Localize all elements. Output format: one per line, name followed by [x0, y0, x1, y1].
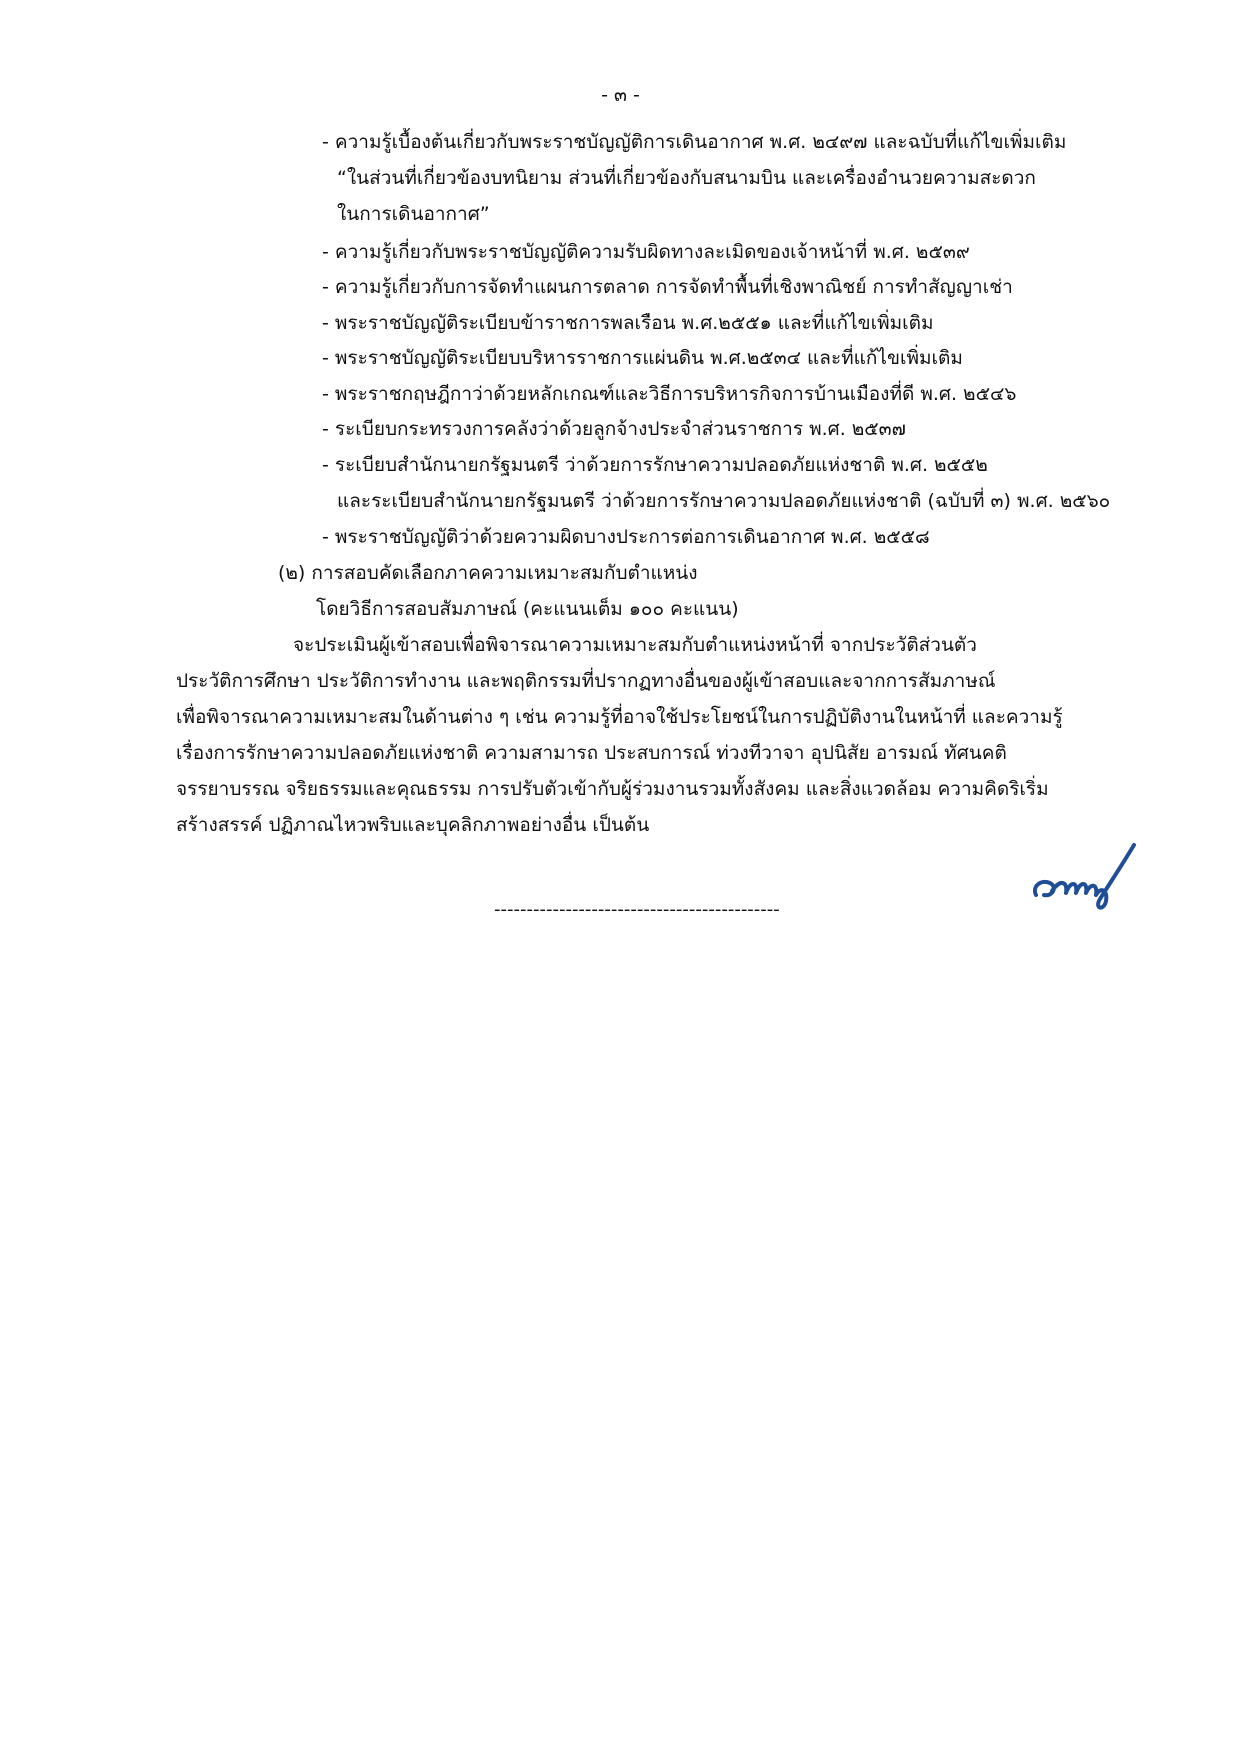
paragraph-line: จรรยาบรรณ จริยธรรมและคุณธรรม การปรับตัวเข้ากับผู้ร่วมงานรวมทั้งสังคม และสิ่งแวดล้อม ความคิดริเริ่ม: [176, 778, 1049, 800]
paragraph-line: เรื่องการรักษาความปลอดภัยแห่งชาติ ความสามารถ ประสบการณ์ ท่วงทีวาจา อุปนิสัย อารมณ์ ทัศนคติ: [176, 742, 1007, 764]
bullet-item-line: - พระราชกฤษฎีกาว่าด้วยหลักเกณฑ์และวิธีการบริหารกิจการบ้านเมืองที่ดี พ.ศ. ๒๕๔๖: [322, 383, 1017, 405]
section-method: โดยวิธีการสอบสัมภาษณ์ (คะแนนเต็ม ๑๐๐ คะแนน): [316, 598, 739, 620]
page-number: - ๓ -: [601, 84, 640, 106]
handwritten-signature-icon: [1030, 835, 1150, 925]
bullet-item-line: - ความรู้เกี่ยวกับพระราชบัญญัติความรับผิดทางละเมิดของเจ้าหน้าที่ พ.ศ. ๒๕๓๙: [322, 241, 970, 263]
bullet-item-line: - ความรู้เกี่ยวกับการจัดทำแผนการตลาด การจัดทำพื้นที่เชิงพาณิชย์ การทำสัญญาเช่า: [322, 276, 1013, 298]
bullet-item-line: - ความรู้เบื้องต้นเกี่ยวกับพระราชบัญญัติการเดินอากาศ พ.ศ. ๒๔๙๗ และฉบับที่แก้ไขเพิ่มเติม: [322, 131, 1067, 153]
paragraph-line: สร้างสรรค์ ปฏิภาณไหวพริบและบุคลิกภาพอย่างอื่น เป็นต้น: [176, 814, 650, 836]
section-heading: (๒) การสอบคัดเลือกภาคความเหมาะสมกับตำแหน่ง: [278, 562, 698, 584]
bullet-item-continuation: ในการเดินอากาศ”: [337, 203, 490, 225]
bullet-item-line: - ระเบียบสำนักนายกรัฐมนตรี ว่าด้วยการรักษาความปลอดภัยแห่งชาติ พ.ศ. ๒๕๕๒: [322, 454, 988, 476]
end-divider: --------------------------------------------: [494, 899, 780, 920]
bullet-item-line: - พระราชบัญญัติว่าด้วยความผิดบางประการต่อการเดินอากาศ พ.ศ. ๒๕๕๘: [322, 526, 930, 548]
bullet-item-continuation: “ในส่วนที่เกี่ยวข้องบทนิยาม ส่วนที่เกี่ยวข้องกับสนามบิน และเครื่องอำนวยความสะดวก: [337, 167, 1036, 189]
paragraph-line: ประวัติการศึกษา ประวัติการทำงาน และพฤติกรรมที่ปรากฏทางอื่นของผู้เข้าสอบและจากการสัมภาษณ์: [176, 670, 996, 692]
bullet-item-line: - พระราชบัญญัติระเบียบข้าราชการพลเรือน พ.ศ.๒๕๕๑ และที่แก้ไขเพิ่มเติม: [322, 312, 934, 334]
bullet-item-line: - พระราชบัญญัติระเบียบบริหารราชการแผ่นดิน พ.ศ.๒๕๓๔ และที่แก้ไขเพิ่มเติม: [322, 347, 963, 369]
bullet-item-continuation: และระเบียบสำนักนายกรัฐมนตรี ว่าด้วยการรักษาความปลอดภัยแห่งชาติ (ฉบับที่ ๓) พ.ศ. ๒๕๖๐: [337, 490, 1111, 512]
paragraph-line: จะประเมินผู้เข้าสอบเพื่อพิจารณาความเหมาะสมกับตำแหน่งหน้าที่ จากประวัติส่วนตัว: [293, 634, 977, 656]
paragraph-line: เพื่อพิจารณาความเหมาะสมในด้านต่าง ๆ เช่น ความรู้ที่อาจใช้ประโยชน์ในการปฏิบัติงานในหน้าที่ และความรู้: [176, 706, 1063, 728]
bullet-item-line: - ระเบียบกระทรวงการคลังว่าด้วยลูกจ้างประจำส่วนราชการ พ.ศ. ๒๕๓๗: [322, 418, 906, 440]
